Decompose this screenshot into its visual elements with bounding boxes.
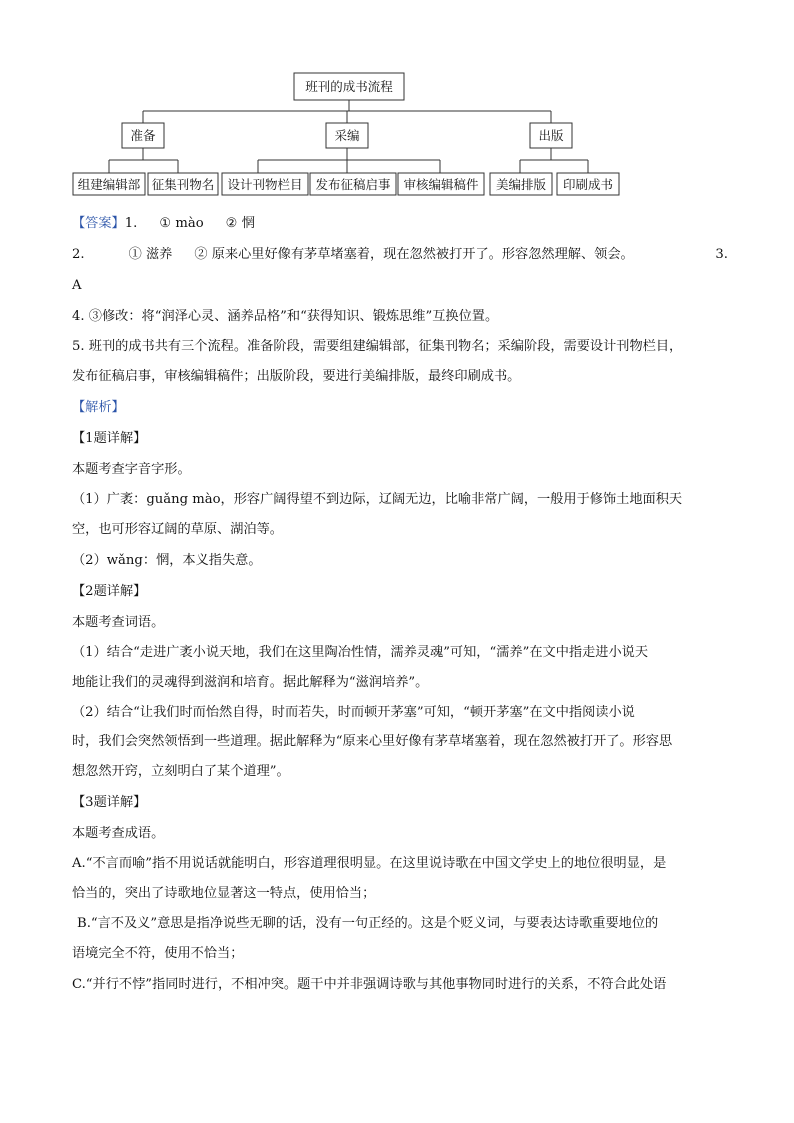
section-1-heading: 【1题详解】 — [72, 431, 147, 446]
section-2-p2-line1: （2）结合“让我们时而怡然自得，时而若失，时而顿开茅塞”可知，“顿开茅塞”在文中指阅读小说 — [72, 705, 635, 720]
section-2-p2-line3: 想忽然开窍，立刻明白了某个道理”。 — [72, 764, 290, 779]
answer-label: 【答案】 — [72, 216, 125, 231]
root-label: 班刊的成书流程 — [305, 79, 393, 94]
section-3-b-line1: B.“言不及义”意思是指净说些无聊的话，没有一句正经的。这是个贬义词，与要表达诗歌重要地位的 — [77, 916, 659, 931]
section-1-p1-line1: （1）广袤：guǎng mào，形容广阔得望不到边际，辽阔无边，比喻非常广阔，一般用于修饰土地面积天 — [72, 492, 683, 507]
answer-q3: A — [72, 278, 82, 293]
section-2-p1-line1: （1）结合“走进广袤小说天地，我们在这里陶冶性情，濡养灵魂”可知，“濡养”在文中指走进小说天 — [72, 645, 649, 660]
section-3-a-line2: 恰当的，突出了诗歌地位显著这一特点，使用恰当； — [72, 886, 376, 901]
section-3-a-line1: A.“不言而喻”指不用说话就能明白，形容道理很明显。在这里说诗歌在中国文学史上的地位很明显，是 — [72, 856, 667, 871]
item-label: 征集刊物名 — [151, 177, 215, 192]
section-3-b-line2: 语境完全不符，使用不恰当； — [72, 946, 244, 961]
section-2-p2-line2: 时，我们会突然领悟到一些道理。据此解释为“原来心里好像有茅草堵塞着，现在忽然被打开了。形容思 — [72, 734, 673, 749]
q3-number: 3. — [715, 247, 728, 262]
section-1-intro: 本题考查字音字形。 — [72, 462, 191, 477]
section-1-p1-line2: 空，也可形容辽阔的草原、湖泊等。 — [72, 522, 283, 537]
book-process-diagram — [0, 0, 794, 205]
q1-answer-b: ② 惘 — [225, 216, 255, 231]
stage-label-prepare: 准备 — [130, 128, 156, 143]
answer-q5-line2: 发布征稿启事，审核编辑稿件；出版阶段，要进行美编排版，最终印刷成书。 — [72, 369, 521, 384]
item-label: 发布征稿启事 — [315, 177, 391, 192]
q2-answer-b: ② 原来心里好像有茅草堵塞着，现在忽然被打开了。形容忽然理解、领会。 — [194, 247, 634, 262]
q2-answer-a: ① 滋养 — [128, 247, 173, 262]
q1-answer-a: ① mào — [159, 216, 204, 231]
item-label: 组建编辑部 — [77, 177, 141, 192]
section-1-p2: （2）wǎng：惘，本义指失意。 — [72, 553, 262, 568]
item-label: 设计刊物栏目 — [227, 177, 303, 192]
section-3-c-line1: C.“并行不悖”指同时进行，不相冲突。题干中并非强调诗歌与其他事物同时进行的关系，不符合此处语 — [72, 977, 667, 992]
stage-label-publish: 出版 — [538, 128, 564, 143]
section-2-intro: 本题考查词语。 — [72, 615, 165, 630]
answer-line-2 — [72, 239, 728, 270]
q2-number: 2. — [72, 247, 85, 262]
item-label: 印刷成书 — [562, 177, 614, 192]
analysis-label: 【解析】 — [72, 400, 125, 415]
section-2-p1-line2: 地能让我们的灵魂得到滋润和培育。据此解释为“滋润培养”。 — [72, 675, 429, 690]
section-3-intro: 本题考查成语。 — [72, 826, 165, 841]
item-label: 审核编辑稿件 — [403, 177, 479, 192]
section-3-heading: 【3题详解】 — [72, 795, 147, 810]
answer-line-1 — [72, 208, 728, 239]
answer-q5-line1: 5. 班刊的成书共有三个流程。准备阶段，需要组建编辑部，征集刊物名；采编阶段，需要设计刊物栏目， — [72, 339, 683, 354]
answer-q4: 4. ③修改：将“润泽心灵、涵养品格”和“获得知识、锻炼思维”互换位置。 — [72, 309, 499, 324]
q1-number: 1. — [124, 216, 138, 231]
answer-analysis-text — [72, 208, 728, 1000]
stage-label-edit: 采编 — [334, 128, 360, 143]
item-label: 美编排版 — [495, 177, 547, 192]
section-2-heading: 【2题详解】 — [72, 584, 147, 599]
